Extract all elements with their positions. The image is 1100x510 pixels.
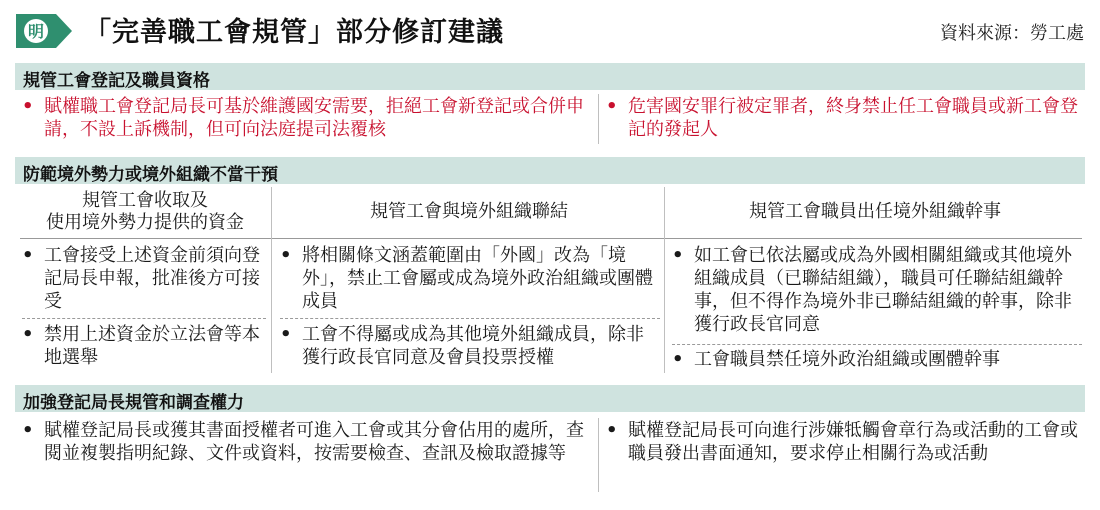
column-heading-line: 使用境外勢力提供的資金 [46,212,244,233]
divider [598,94,599,144]
source-credit: 資料來源：勞工處 [940,23,1084,44]
column-heading [22,187,268,237]
item-text: 工會接受上述資金前須向登記局長申報，批准後方可接受 [44,245,260,312]
item-text: 工會職員禁任境外政治組織或團體幹事 [694,349,1000,370]
list-item [606,95,1080,141]
logo-text: 明 [27,22,45,41]
column-heading-line: 規管工會職員出任境外組織幹事 [749,201,1001,222]
list-item [672,348,1082,371]
divider [598,418,599,492]
bullet: • [22,420,34,441]
list-item [672,244,1082,336]
bullet: • [22,245,34,266]
item-text: 將相關條文涵蓋範圍由「外國」改為「境外」，禁止工會屬或成為境外政治組織或團體成員 [302,245,653,312]
list-item [280,323,660,369]
item-text: 危害國安罪行被定罪者，終身禁止任工會職員或新工會登記的發起人 [628,96,1078,140]
item-divider [22,318,266,319]
bullet: • [606,96,618,117]
bullet: • [22,324,34,345]
column-divider [271,187,272,373]
item-divider [672,344,1082,345]
column-heading-line: 規管工會與境外組織聯結 [370,201,568,222]
item-divider [280,318,660,319]
item-text: 工會不得屬或成為其他境外組織成員，除非獲行政長官同意及會員投票授權 [302,324,644,368]
section-bar-registrar-powers [15,385,1085,412]
header-divider [20,238,1082,239]
column-divider [664,187,665,373]
column-heading-line: 規管工會收取及 [82,190,208,211]
section-title: 規管工會登記及職員資格 [23,71,210,91]
list-item [280,244,660,313]
list-item [22,95,592,141]
list-item [22,323,266,369]
section-title: 防範境外勢力或境外組織不當干預 [23,165,278,185]
column-heading [668,187,1082,237]
section-title: 加強登記局長規管和調查權力 [23,393,244,413]
item-text: 如工會已依法屬或成為外國相關組織或其他境外組織成員（已聯結組織），職員可任聯結組織幹事，但不得作為境外非已聯結組織的幹事，除非獲行政長官同意 [694,245,1072,335]
item-text: 賦權登記局長或獲其書面授權者可進入工會或其分會佔用的處所，查閱並複製指明紀錄、文件或資料，按需要檢查、查訊及檢取證據等 [44,420,584,464]
column-heading [276,187,662,237]
bullet: • [606,420,618,441]
item-text: 賦權登記局長可向進行涉嫌牴觸會章行為或活動的工會或職員發出書面通知，要求停止相關行為或活動 [628,420,1078,464]
bullet: • [672,349,684,370]
bullet: • [280,324,292,345]
header [0,0,1100,60]
list-item [22,244,266,313]
page-title: 「完善職工會規管」部分修訂建議 [84,17,504,48]
item-text: 禁用上述資金於立法會等本地選舉 [44,324,260,368]
bullet: • [672,245,684,266]
bullet: • [22,96,34,117]
ming-pao-logo [16,14,72,48]
item-text: 賦權職工會登記局長可基於維護國安需要，拒絕工會新登記或合併申請，不設上訴機制，但可向法庭提司法覆核 [44,96,584,140]
section-bar-foreign-interference [15,157,1085,184]
list-item [22,419,592,465]
list-item [606,419,1080,465]
bullet: • [280,245,292,266]
section-bar-registration [15,63,1085,90]
